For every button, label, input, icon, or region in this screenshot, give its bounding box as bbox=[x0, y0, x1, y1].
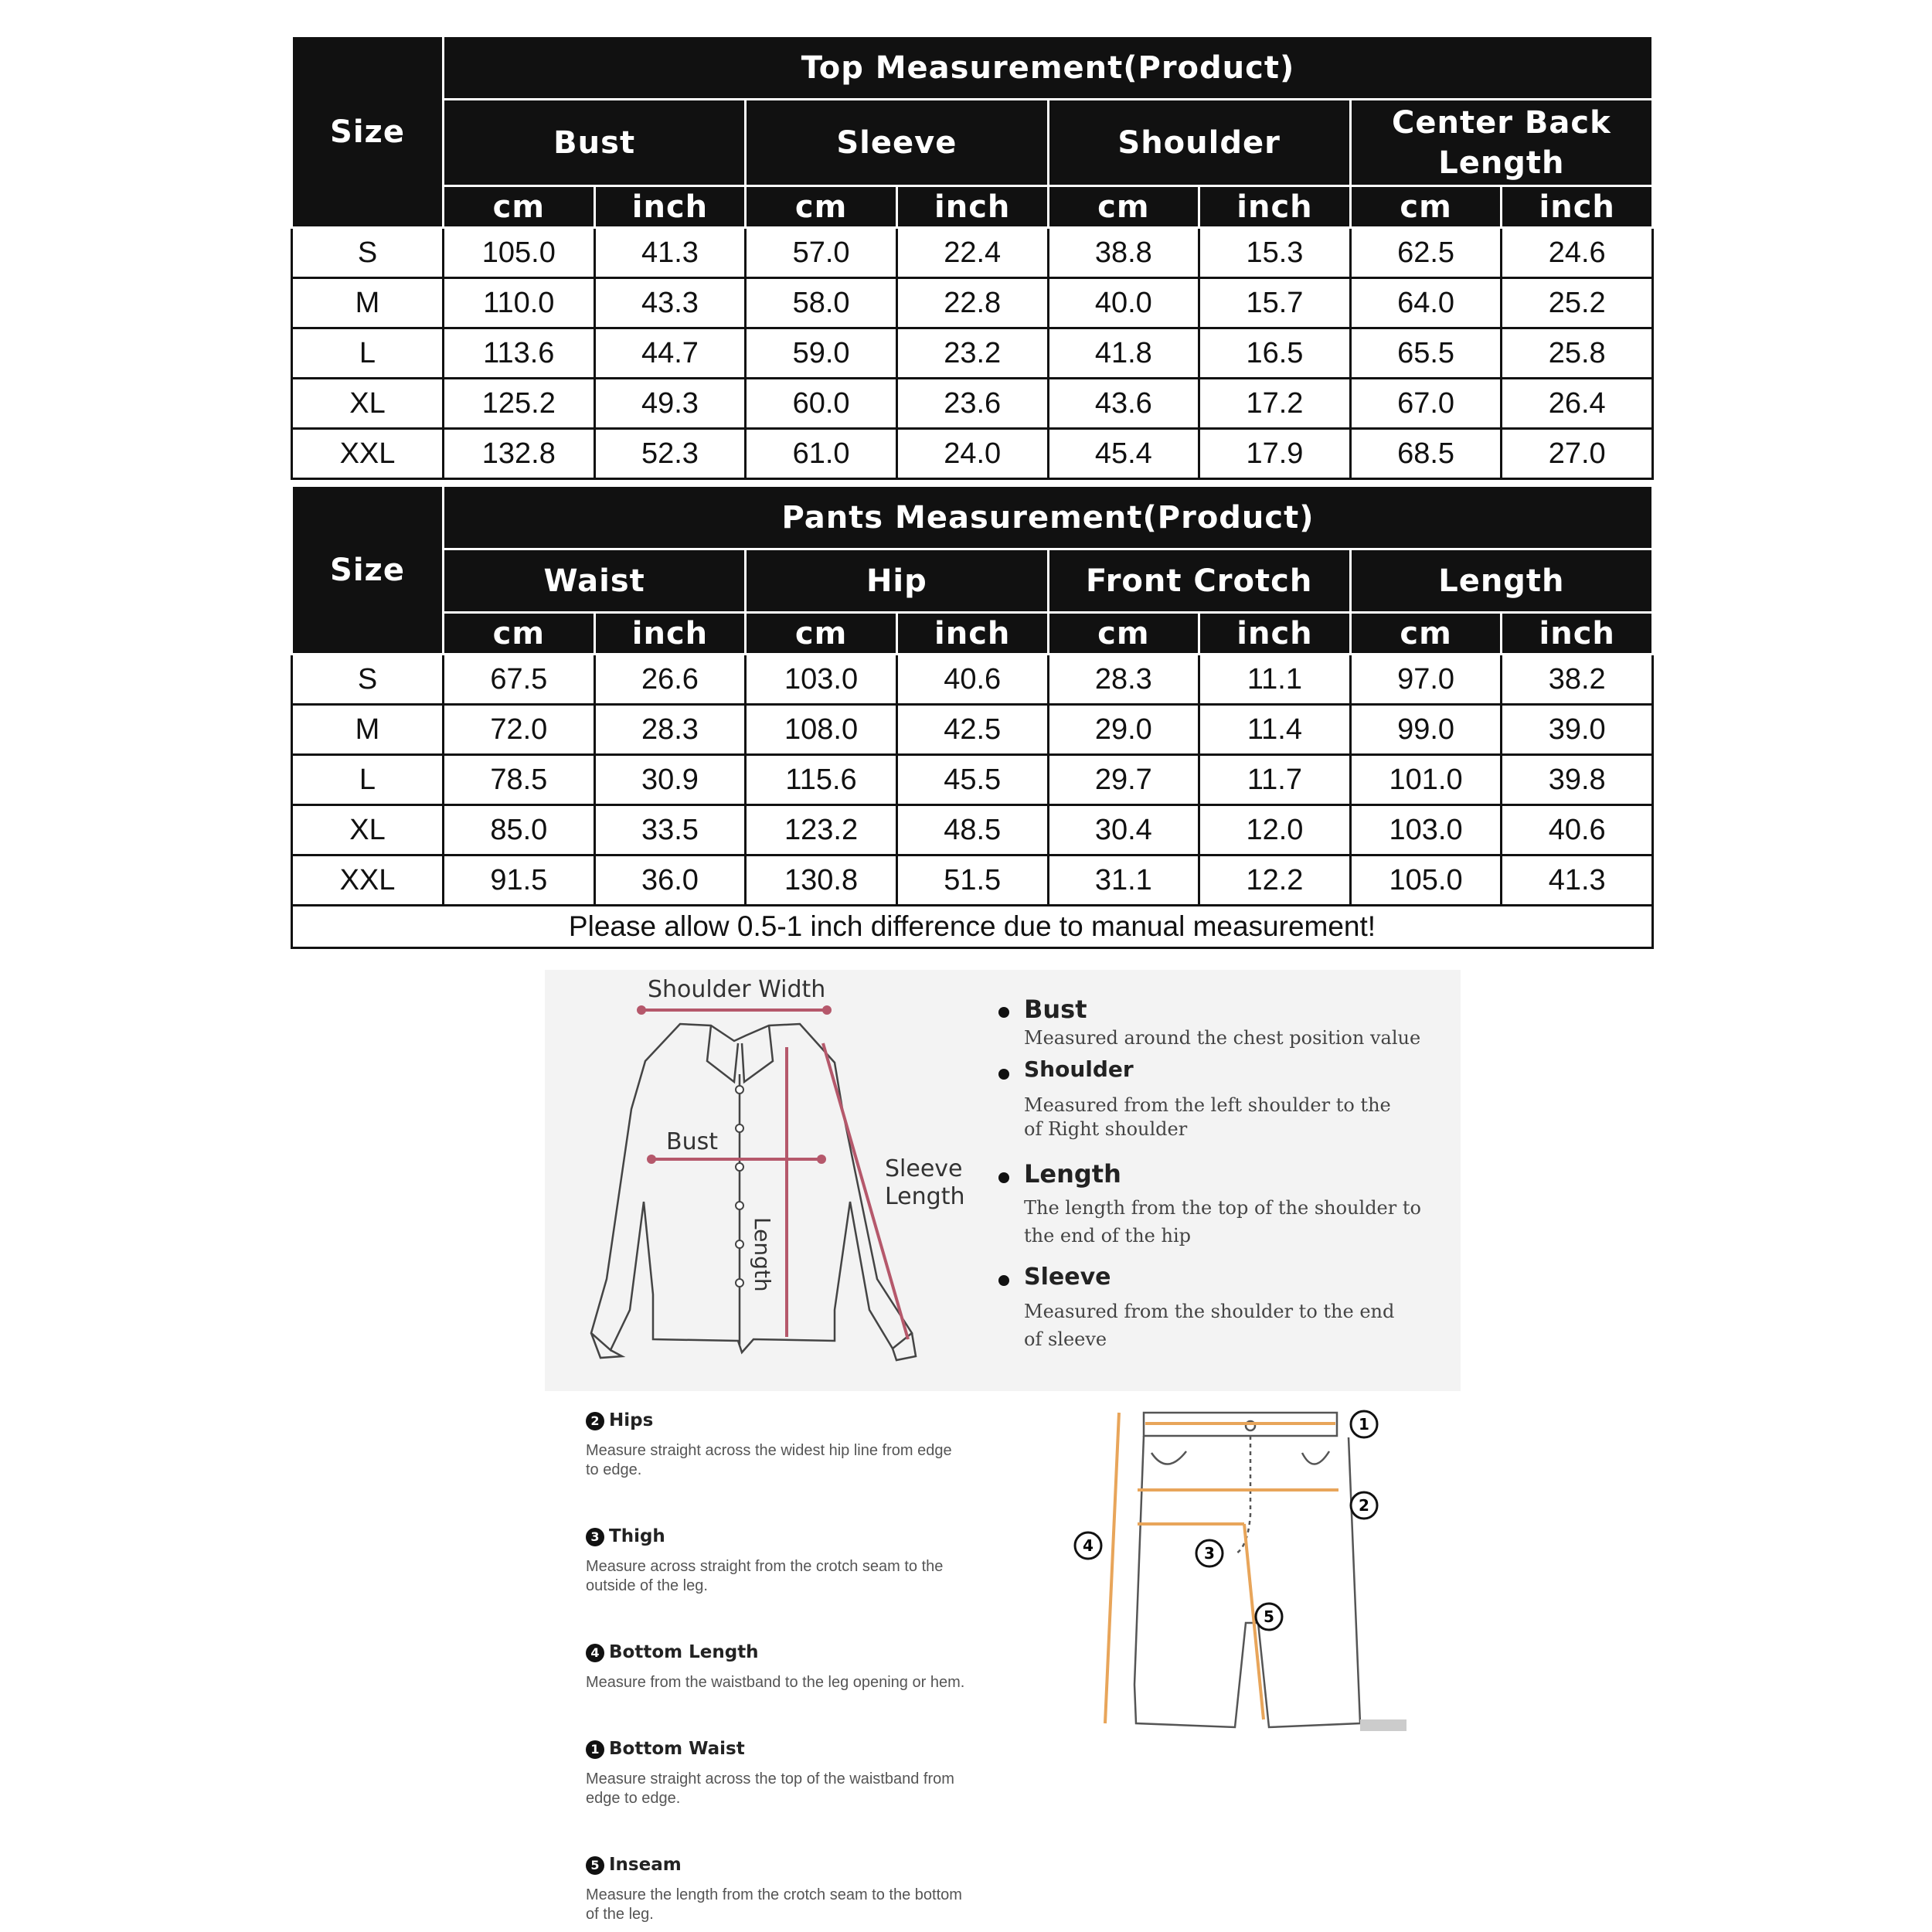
value-cell: 38.8 bbox=[1048, 228, 1199, 278]
value-cell: 26.6 bbox=[594, 655, 746, 705]
pants-desc-title-text: Bottom Waist bbox=[609, 1739, 745, 1759]
pants-desc-title bbox=[586, 1855, 682, 1875]
value-cell: 40.0 bbox=[1048, 278, 1199, 328]
value-cell: 40.6 bbox=[896, 655, 1048, 705]
value-cell: 28.3 bbox=[1048, 655, 1199, 705]
value-cell: 51.5 bbox=[896, 855, 1048, 906]
value-cell: 44.7 bbox=[594, 328, 746, 379]
group-header: Waist bbox=[444, 549, 746, 613]
table-row bbox=[292, 429, 1653, 479]
pants-desc-title bbox=[586, 1410, 653, 1430]
value-cell: 22.4 bbox=[896, 228, 1048, 278]
value-cell: 38.2 bbox=[1502, 655, 1653, 705]
table-row bbox=[292, 705, 1653, 755]
table-title: Top Measurement(Product) bbox=[444, 36, 1653, 100]
value-cell: 85.0 bbox=[444, 805, 595, 855]
value-cell: 60.0 bbox=[746, 379, 897, 429]
shoulder-width-label: Shoulder Width bbox=[648, 976, 826, 1003]
size-cell: M bbox=[292, 278, 444, 328]
value-cell: 57.0 bbox=[746, 228, 897, 278]
desc-title-shoulder: Shoulder bbox=[1024, 1056, 1134, 1082]
group-header: Hip bbox=[746, 549, 1048, 613]
value-cell: 59.0 bbox=[746, 328, 897, 379]
unit-header: inch bbox=[1502, 186, 1653, 228]
value-cell: 30.4 bbox=[1048, 805, 1199, 855]
value-cell: 24.6 bbox=[1502, 228, 1653, 278]
size-cell: XXL bbox=[292, 855, 444, 906]
sleeve-label: Sleeve bbox=[885, 1155, 963, 1182]
value-cell: 103.0 bbox=[746, 655, 897, 705]
unit-header: inch bbox=[896, 613, 1048, 655]
value-cell: 43.3 bbox=[594, 278, 746, 328]
value-cell: 115.6 bbox=[746, 755, 897, 805]
value-cell: 61.0 bbox=[746, 429, 897, 479]
value-cell: 12.0 bbox=[1199, 805, 1351, 855]
value-cell: 67.0 bbox=[1350, 379, 1502, 429]
value-cell: 25.2 bbox=[1502, 278, 1653, 328]
value-cell: 130.8 bbox=[746, 855, 897, 906]
value-cell: 65.5 bbox=[1350, 328, 1502, 379]
value-cell: 39.0 bbox=[1502, 705, 1653, 755]
table-row bbox=[292, 278, 1653, 328]
value-cell: 72.0 bbox=[444, 705, 595, 755]
marker-number: 1 bbox=[1359, 1415, 1369, 1434]
value-cell: 29.7 bbox=[1048, 755, 1199, 805]
unit-header: cm bbox=[444, 186, 595, 228]
size-cell: L bbox=[292, 328, 444, 379]
bullet-icon bbox=[998, 1007, 1009, 1018]
unit-header: cm bbox=[444, 613, 595, 655]
number-badge-icon: 1 bbox=[586, 1740, 604, 1759]
unit-header: cm bbox=[1350, 186, 1502, 228]
value-cell: 68.5 bbox=[1350, 429, 1502, 479]
value-cell: 36.0 bbox=[594, 855, 746, 906]
desc-body-length-2: the end of the hip bbox=[1024, 1225, 1191, 1247]
value-cell: 26.4 bbox=[1502, 379, 1653, 429]
table-row bbox=[292, 805, 1653, 855]
value-cell: 58.0 bbox=[746, 278, 897, 328]
value-cell: 108.0 bbox=[746, 705, 897, 755]
value-cell: 43.6 bbox=[1048, 379, 1199, 429]
pants-measurement-table bbox=[291, 485, 1654, 949]
value-cell: 33.5 bbox=[594, 805, 746, 855]
shirt-diagram-panel bbox=[545, 970, 1461, 1391]
value-cell: 42.5 bbox=[896, 705, 1048, 755]
size-cell: XXL bbox=[292, 429, 444, 479]
bullet-icon bbox=[998, 1172, 1009, 1183]
desc-body-shoulder-2: of Right shoulder bbox=[1024, 1118, 1188, 1140]
value-cell: 28.3 bbox=[594, 705, 746, 755]
pants-desc-title bbox=[586, 1642, 759, 1662]
scale-bar bbox=[1360, 1719, 1406, 1731]
number-badge-icon: 2 bbox=[586, 1412, 604, 1430]
table-row bbox=[292, 379, 1653, 429]
bust-label: Bust bbox=[666, 1128, 718, 1155]
value-cell: 45.5 bbox=[896, 755, 1048, 805]
unit-header: inch bbox=[1502, 613, 1653, 655]
size-header: Size bbox=[292, 36, 444, 228]
pants-desc-body: to edge. bbox=[586, 1461, 642, 1478]
marker-number: 3 bbox=[1204, 1544, 1215, 1563]
value-cell: 24.0 bbox=[896, 429, 1048, 479]
pants-desc-body: outside of the leg. bbox=[586, 1577, 708, 1594]
value-cell: 12.2 bbox=[1199, 855, 1351, 906]
value-cell: 30.9 bbox=[594, 755, 746, 805]
value-cell: 15.3 bbox=[1199, 228, 1351, 278]
table-row bbox=[292, 228, 1653, 278]
group-header: Bust bbox=[444, 100, 746, 186]
desc-body-sleeve-2: of sleeve bbox=[1024, 1328, 1107, 1350]
value-cell: 99.0 bbox=[1350, 705, 1502, 755]
unit-header: cm bbox=[1048, 613, 1199, 655]
number-badge-icon: 4 bbox=[586, 1644, 604, 1662]
unit-header: cm bbox=[1350, 613, 1502, 655]
marker-5-icon bbox=[1256, 1604, 1282, 1630]
number-badge-icon: 3 bbox=[586, 1528, 604, 1546]
value-cell: 110.0 bbox=[444, 278, 595, 328]
value-cell: 103.0 bbox=[1350, 805, 1502, 855]
pants-desc-title-text: Inseam bbox=[609, 1855, 682, 1875]
value-cell: 132.8 bbox=[444, 429, 595, 479]
unit-header: inch bbox=[594, 613, 746, 655]
group-header: Sleeve bbox=[746, 100, 1048, 186]
value-cell: 62.5 bbox=[1350, 228, 1502, 278]
size-cell: XL bbox=[292, 805, 444, 855]
number-badge-icon: 5 bbox=[586, 1856, 604, 1875]
pants-desc-body: edge to edge. bbox=[586, 1790, 681, 1807]
marker-1-icon bbox=[1351, 1411, 1377, 1437]
pants-desc-body: of the leg. bbox=[586, 1906, 654, 1923]
group-header: Length bbox=[1350, 549, 1652, 613]
pants-desc-body: Measure straight across the widest hip line from edge bbox=[586, 1442, 952, 1459]
table-row bbox=[292, 755, 1653, 805]
marker-number: 2 bbox=[1359, 1496, 1369, 1515]
pants-desc-body: Measure straight across the top of the waistband from bbox=[586, 1770, 954, 1787]
table-row bbox=[292, 328, 1653, 379]
size-cell: S bbox=[292, 228, 444, 278]
value-cell: 48.5 bbox=[896, 805, 1048, 855]
value-cell: 105.0 bbox=[444, 228, 595, 278]
value-cell: 52.3 bbox=[594, 429, 746, 479]
size-cell: S bbox=[292, 655, 444, 705]
value-cell: 11.7 bbox=[1199, 755, 1351, 805]
value-cell: 39.8 bbox=[1502, 755, 1653, 805]
group-header: Shoulder bbox=[1048, 100, 1350, 186]
value-cell: 29.0 bbox=[1048, 705, 1199, 755]
size-cell: M bbox=[292, 705, 444, 755]
value-cell: 125.2 bbox=[444, 379, 595, 429]
desc-body-shoulder: Measured from the left shoulder to the bbox=[1024, 1094, 1391, 1116]
bullet-icon bbox=[998, 1275, 1009, 1286]
size-cell: L bbox=[292, 755, 444, 805]
value-cell: 123.2 bbox=[746, 805, 897, 855]
marker-3-icon bbox=[1196, 1540, 1223, 1566]
value-cell: 16.5 bbox=[1199, 328, 1351, 379]
length-label: Length bbox=[750, 1217, 775, 1292]
value-cell: 49.3 bbox=[594, 379, 746, 429]
marker-4-icon bbox=[1075, 1532, 1101, 1559]
value-cell: 11.1 bbox=[1199, 655, 1351, 705]
measurement-note: Please allow 0.5-1 inch difference due to manual measurement! bbox=[292, 906, 1653, 948]
value-cell: 41.3 bbox=[1502, 855, 1653, 906]
value-cell: 11.4 bbox=[1199, 705, 1351, 755]
value-cell: 31.1 bbox=[1048, 855, 1199, 906]
table-title: Pants Measurement(Product) bbox=[444, 486, 1653, 549]
value-cell: 40.6 bbox=[1502, 805, 1653, 855]
unit-header: cm bbox=[746, 613, 897, 655]
value-cell: 101.0 bbox=[1350, 755, 1502, 805]
unit-header: inch bbox=[896, 186, 1048, 228]
pants-desc-body: Measure the length from the crotch seam to the bottom bbox=[586, 1886, 962, 1903]
pants-desc-title bbox=[586, 1526, 665, 1546]
value-cell: 41.3 bbox=[594, 228, 746, 278]
bullet-icon bbox=[998, 1069, 1009, 1080]
unit-header: inch bbox=[1199, 186, 1351, 228]
pants-desc-body: Measure across straight from the crotch seam to the bbox=[586, 1558, 944, 1575]
value-cell: 15.7 bbox=[1199, 278, 1351, 328]
value-cell: 23.2 bbox=[896, 328, 1048, 379]
value-cell: 67.5 bbox=[444, 655, 595, 705]
pants-desc-title-text: Bottom Length bbox=[609, 1642, 759, 1662]
value-cell: 97.0 bbox=[1350, 655, 1502, 705]
value-cell: 27.0 bbox=[1502, 429, 1653, 479]
value-cell: 17.2 bbox=[1199, 379, 1351, 429]
value-cell: 45.4 bbox=[1048, 429, 1199, 479]
value-cell: 22.8 bbox=[896, 278, 1048, 328]
value-cell: 25.8 bbox=[1502, 328, 1653, 379]
unit-header: inch bbox=[594, 186, 746, 228]
value-cell: 113.6 bbox=[444, 328, 595, 379]
value-cell: 91.5 bbox=[444, 855, 595, 906]
desc-body-bust: Measured around the chest position value bbox=[1024, 1027, 1421, 1049]
table-row bbox=[292, 855, 1653, 906]
pants-desc-title bbox=[586, 1739, 745, 1759]
pants-desc-title-text: Hips bbox=[609, 1410, 654, 1430]
value-cell: 78.5 bbox=[444, 755, 595, 805]
unit-header: inch bbox=[1199, 613, 1351, 655]
pants-desc-body: Measure from the waistband to the leg opening or hem. bbox=[586, 1674, 965, 1691]
table-row bbox=[292, 655, 1653, 705]
desc-body-length: The length from the top of the shoulder to bbox=[1024, 1197, 1421, 1219]
marker-number: 5 bbox=[1264, 1607, 1274, 1626]
value-cell: 105.0 bbox=[1350, 855, 1502, 906]
value-cell: 23.6 bbox=[896, 379, 1048, 429]
value-cell: 17.9 bbox=[1199, 429, 1351, 479]
desc-title-length: Length bbox=[1024, 1159, 1121, 1189]
top-measurement-table bbox=[291, 35, 1654, 480]
desc-title-sleeve: Sleeve bbox=[1024, 1264, 1111, 1291]
desc-body-sleeve: Measured from the shoulder to the end bbox=[1024, 1301, 1395, 1322]
unit-header: cm bbox=[746, 186, 897, 228]
size-header: Size bbox=[292, 486, 444, 655]
marker-number: 4 bbox=[1083, 1536, 1094, 1555]
pants-drawing bbox=[1051, 1391, 1406, 1731]
size-cell: XL bbox=[292, 379, 444, 429]
sleeve-length-label: Length bbox=[885, 1183, 965, 1210]
value-cell: 64.0 bbox=[1350, 278, 1502, 328]
desc-title-bust: Bust bbox=[1024, 995, 1087, 1024]
marker-2-icon bbox=[1351, 1492, 1377, 1519]
group-header: Front Crotch bbox=[1048, 549, 1350, 613]
value-cell: 41.8 bbox=[1048, 328, 1199, 379]
unit-header: cm bbox=[1048, 186, 1199, 228]
group-header: Center Back Length bbox=[1350, 100, 1652, 186]
pants-desc-title-text: Thigh bbox=[609, 1526, 665, 1546]
